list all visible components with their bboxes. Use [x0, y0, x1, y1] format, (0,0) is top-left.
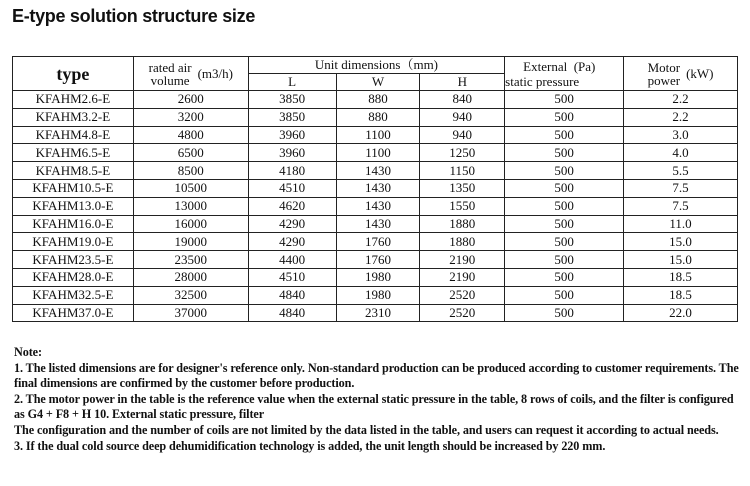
table-row [13, 233, 738, 251]
notes-section [14, 345, 739, 454]
cell-motor-power: 7.5 [624, 197, 738, 215]
cell-static-pressure: 500 [505, 197, 624, 215]
header-external-static-pressure [505, 57, 624, 91]
cell-model: KFAHM19.0-E [13, 233, 134, 251]
cell-width: 1980 [336, 268, 420, 286]
header-W: W [336, 74, 420, 91]
cell-model: KFAHM37.0-E [13, 304, 134, 322]
cell-air-volume: 23500 [133, 251, 248, 269]
cell-air-volume: 16000 [133, 215, 248, 233]
cell-model: KFAHM3.2-E [13, 108, 134, 126]
table-row [13, 126, 738, 144]
cell-static-pressure: 500 [505, 215, 624, 233]
cell-motor-power: 7.5 [624, 179, 738, 197]
cell-height: 1880 [420, 215, 505, 233]
header-motor-power [624, 57, 738, 91]
cell-length: 4180 [248, 162, 336, 180]
cell-length: 4840 [248, 286, 336, 304]
cell-model: KFAHM13.0-E [13, 197, 134, 215]
table-row [13, 162, 738, 180]
notes-heading: Note: [14, 345, 42, 359]
cell-length: 4510 [248, 179, 336, 197]
cell-model: KFAHM2.6-E [13, 91, 134, 109]
cell-model: KFAHM23.5-E [13, 251, 134, 269]
cell-motor-power: 4.0 [624, 144, 738, 162]
cell-motor-power: 22.0 [624, 304, 738, 322]
cell-width: 1760 [336, 251, 420, 269]
header-text: power [647, 72, 681, 88]
cell-height: 940 [420, 126, 505, 144]
cell-length: 4290 [248, 233, 336, 251]
cell-air-volume: 13000 [133, 197, 248, 215]
cell-static-pressure: 500 [505, 144, 624, 162]
cell-height: 940 [420, 108, 505, 126]
header-text: volume [150, 72, 190, 88]
table-row [13, 251, 738, 269]
cell-height: 2190 [420, 268, 505, 286]
cell-model: KFAHM28.0-E [13, 268, 134, 286]
table-row [13, 215, 738, 233]
cell-height: 1150 [420, 162, 505, 180]
table-row [13, 91, 738, 109]
header-text: Motor [647, 59, 681, 75]
table-row [13, 268, 738, 286]
cell-length: 3850 [248, 108, 336, 126]
cell-static-pressure: 500 [505, 233, 624, 251]
cell-height: 2520 [420, 304, 505, 322]
cell-motor-power: 5.5 [624, 162, 738, 180]
table-row [13, 304, 738, 322]
cell-height: 840 [420, 91, 505, 109]
cell-length: 4400 [248, 251, 336, 269]
cell-static-pressure: 500 [505, 108, 624, 126]
cell-air-volume: 6500 [133, 144, 248, 162]
header-type: type [13, 57, 134, 91]
cell-length: 4840 [248, 304, 336, 322]
cell-width: 1430 [336, 162, 420, 180]
cell-static-pressure: 500 [505, 91, 624, 109]
cell-model: KFAHM8.5-E [13, 162, 134, 180]
header-unit-dimensions: Unit dimensions（mm) [248, 57, 504, 74]
cell-length: 3850 [248, 91, 336, 109]
cell-motor-power: 15.0 [624, 233, 738, 251]
cell-static-pressure: 500 [505, 126, 624, 144]
page-title: E-type solution structure size [12, 6, 256, 26]
cell-length: 3960 [248, 126, 336, 144]
cell-length: 3960 [248, 144, 336, 162]
header-unit: (kW) [686, 66, 714, 81]
cell-width: 1100 [336, 126, 420, 144]
note-item: The configuration and the number of coils are not limited by the data listed in the table, and users can request it according to actual needs. [14, 422, 719, 437]
cell-width: 1760 [336, 233, 420, 251]
cell-length: 4290 [248, 215, 336, 233]
cell-air-volume: 2600 [133, 91, 248, 109]
cell-motor-power: 11.0 [624, 215, 738, 233]
cell-static-pressure: 500 [505, 162, 624, 180]
cell-height: 1350 [420, 179, 505, 197]
cell-air-volume: 10500 [133, 179, 248, 197]
cell-length: 4620 [248, 197, 336, 215]
cell-static-pressure: 500 [505, 179, 624, 197]
header-rated-air-volume [133, 57, 248, 91]
table-row [13, 179, 738, 197]
header-text: static pressure [505, 74, 580, 89]
cell-model: KFAHM10.5-E [13, 179, 134, 197]
note-item: 3. If the dual cold source deep dehumidification technology is added, the unit length should be increased by 220 mm. [14, 438, 606, 453]
header-H: H [420, 74, 505, 91]
cell-model: KFAHM32.5-E [13, 286, 134, 304]
cell-width: 880 [336, 91, 420, 109]
cell-height: 1880 [420, 233, 505, 251]
cell-height: 2190 [420, 251, 505, 269]
cell-width: 2310 [336, 304, 420, 322]
cell-motor-power: 15.0 [624, 251, 738, 269]
header-unit: (Pa) [573, 59, 596, 74]
cell-motor-power: 18.5 [624, 268, 738, 286]
cell-air-volume: 19000 [133, 233, 248, 251]
cell-height: 2520 [420, 286, 505, 304]
cell-air-volume: 28000 [133, 268, 248, 286]
cell-model: KFAHM4.8-E [13, 126, 134, 144]
cell-motor-power: 3.0 [624, 126, 738, 144]
cell-motor-power: 2.2 [624, 91, 738, 109]
structure-size-table [12, 56, 738, 322]
cell-air-volume: 37000 [133, 304, 248, 322]
note-item: 2. The motor power in the table is the reference value when the external static pressure in the table, 8 rows of coils, and the filter is configured as G4 + F8 + H 10. External static pressure, filter [14, 391, 734, 422]
cell-width: 880 [336, 108, 420, 126]
table-row [13, 108, 738, 126]
cell-width: 1430 [336, 215, 420, 233]
cell-width: 1430 [336, 179, 420, 197]
note-item: 1. The listed dimensions are for designer's reference only. Non-standard production can be produced according to customer requirements. The final dimensions are confirmed by the customer before production. [14, 360, 739, 391]
header-L: L [248, 74, 336, 91]
cell-width: 1980 [336, 286, 420, 304]
table-row [13, 286, 738, 304]
header-text: External [523, 59, 568, 74]
header-unit: (m3/h) [197, 66, 233, 81]
cell-height: 1550 [420, 197, 505, 215]
cell-height: 1250 [420, 144, 505, 162]
cell-static-pressure: 500 [505, 251, 624, 269]
cell-motor-power: 18.5 [624, 286, 738, 304]
header-text: rated air [148, 59, 192, 75]
cell-air-volume: 3200 [133, 108, 248, 126]
cell-air-volume: 4800 [133, 126, 248, 144]
table-row [13, 197, 738, 215]
cell-static-pressure: 500 [505, 286, 624, 304]
table-row [13, 144, 738, 162]
cell-motor-power: 2.2 [624, 108, 738, 126]
cell-width: 1100 [336, 144, 420, 162]
cell-width: 1430 [336, 197, 420, 215]
cell-static-pressure: 500 [505, 268, 624, 286]
cell-length: 4510 [248, 268, 336, 286]
cell-air-volume: 32500 [133, 286, 248, 304]
cell-model: KFAHM16.0-E [13, 215, 134, 233]
cell-air-volume: 8500 [133, 162, 248, 180]
cell-model: KFAHM6.5-E [13, 144, 134, 162]
cell-static-pressure: 500 [505, 304, 624, 322]
